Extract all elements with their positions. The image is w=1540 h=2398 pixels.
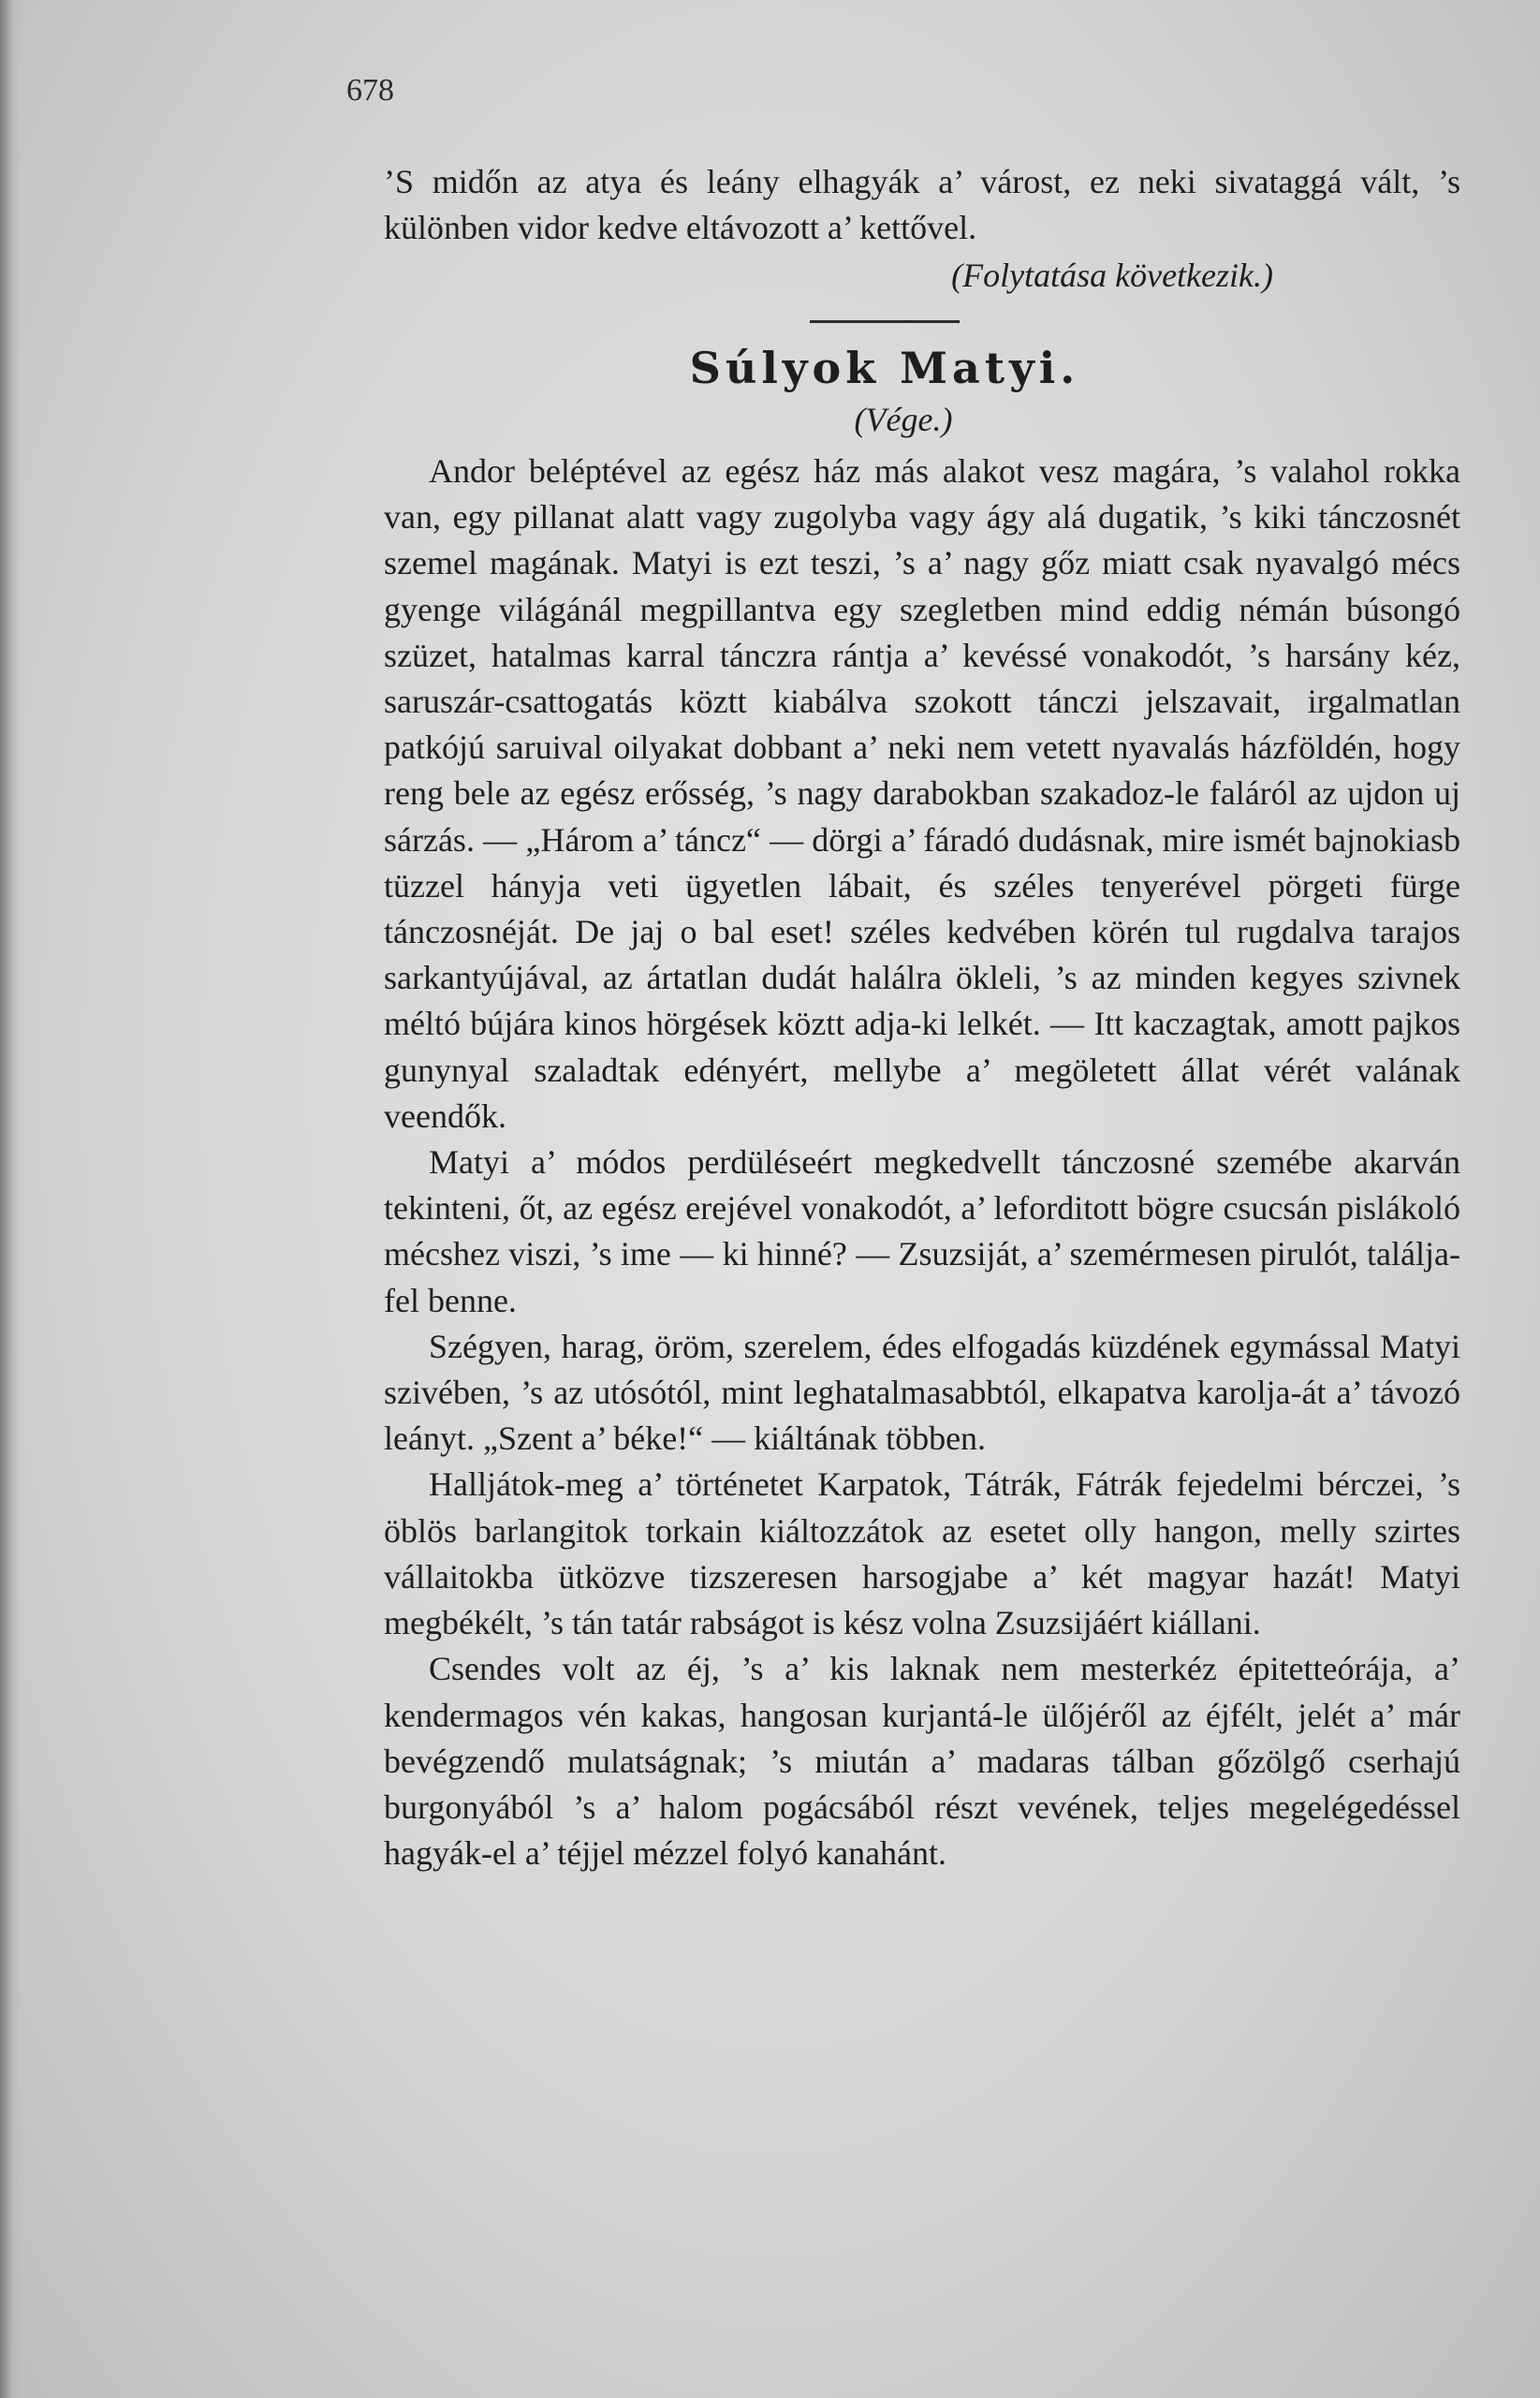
story-paragraph-1: Andor beléptével az egész ház más alakot vesz magára, ’s valahol rokka van, egy pillanat alatt vagy zugolyba vagy ágy alá dugatik, ’s kiki tánczosnét szemel magának. Matyi is ezt teszi, ’s a’ nagy gőz miatt csak nyavalgó mécs gyenge világánál megpillantva egy szegletben mind eddig némán búsongó szüzet, hatalmas karral tánczra rántja a’ kevéssé vonakodót, ’s harsány kéz, saruszár-csattogatás köztt kiabálva szokott tánczi jelszavait, irgalmatlan patkójú saruival oilyakat dobbant a’ neki nem vetett nyavalás házföldén, hogy reng bele az egész erősség, ’s nagy darabokban szakadoz-le faláról az ujdon uj sárzás. — „Három a’ táncz“ — dörgi a’ fáradó dudásnak, mire ismét bajnokiasb tüzzel hányja veti ügyetlen lábait, és széles tenyerével pörgeti fürge tánczosnéját. De jaj o bal eset! széles kedvében körén tul rugdalva tarajos sarkantyújával, az ártatlan dudát halálra ökleli, ’s az minden kegyes szivnek méltó bújára kinos hörgések köztt adja-ki lelkét. — Itt kaczagtak, amott pajkos gunynyal szaladtak edényért, mellybe a’ megöletett állat vérét valának veendők. xyxy=(384,452,1460,1135)
page-number: 678 xyxy=(346,73,394,108)
previous-story-closing-paragraph: ’S midőn az atya és leány elhagyák a’ várost, ez neki sivataggá vált, ’s különben vidor kedve eltávozott a’ kettővel. xyxy=(384,163,1460,247)
end-note: (Vége.) xyxy=(854,400,953,438)
story-paragraph-5: Csendes volt az éj, ’s a’ kis laknak nem mesterkéz épitetteórája, a’ kendermagos vén kakas, hangosan kurjantá-le ülőjéről az éjfélt, jelét a’ már bevégzendő mulatságnak; ’s miután a’ madaras tálban gőzölgő cserhajú burgonyából ’s a’ halom pogácsából részt vevének, teljes megelégedéssel hagyák-el a’ téjjel mézzel folyó kanahánt. xyxy=(384,1650,1460,1873)
story-paragraph-2: Matyi a’ módos perdüléseért megkedvellt tánczosné szemébe akarván tekinteni, őt, az egész erejével vonakodót, a’ leforditott bögre csucsán pislákoló mécshez viszi, ’s ime — ki hinné? — Zsuzsiját, a’ szemérmesen pirulót, találja-fel benne. xyxy=(384,1143,1460,1319)
page-edge-shadow xyxy=(0,0,21,2398)
section-divider xyxy=(810,320,960,323)
text-column xyxy=(384,159,1460,1876)
story-paragraph-3: Szégyen, harag, öröm, szerelem, édes elfogadás küzdének egymással Matyi szivében, ’s az utósótól, mint leghatalmasabbtól, elkapatva karolja-át a’ távozó leányt. „Szent a’ béke!“ — kiáltának többen. xyxy=(384,1327,1460,1458)
story-paragraph-4: Halljátok-meg a’ történetet Karpatok, Tátrák, Fátrák fejedelmi bérczei, ’s öblös barlangitok torkain kiáltozzátok az esetet olly hangon, melly szirtes vállaitokba ütközve tizszeresen harsogjabe a’ két magyar hazát! Matyi megbékélt, ’s tán tatár rabságot is kész volna Zsuzsijáért kiállani. xyxy=(384,1465,1460,1642)
continued-note: (Folytatása következik.) xyxy=(951,257,1273,295)
story-title: Súlyok Matyi. xyxy=(689,342,1080,393)
